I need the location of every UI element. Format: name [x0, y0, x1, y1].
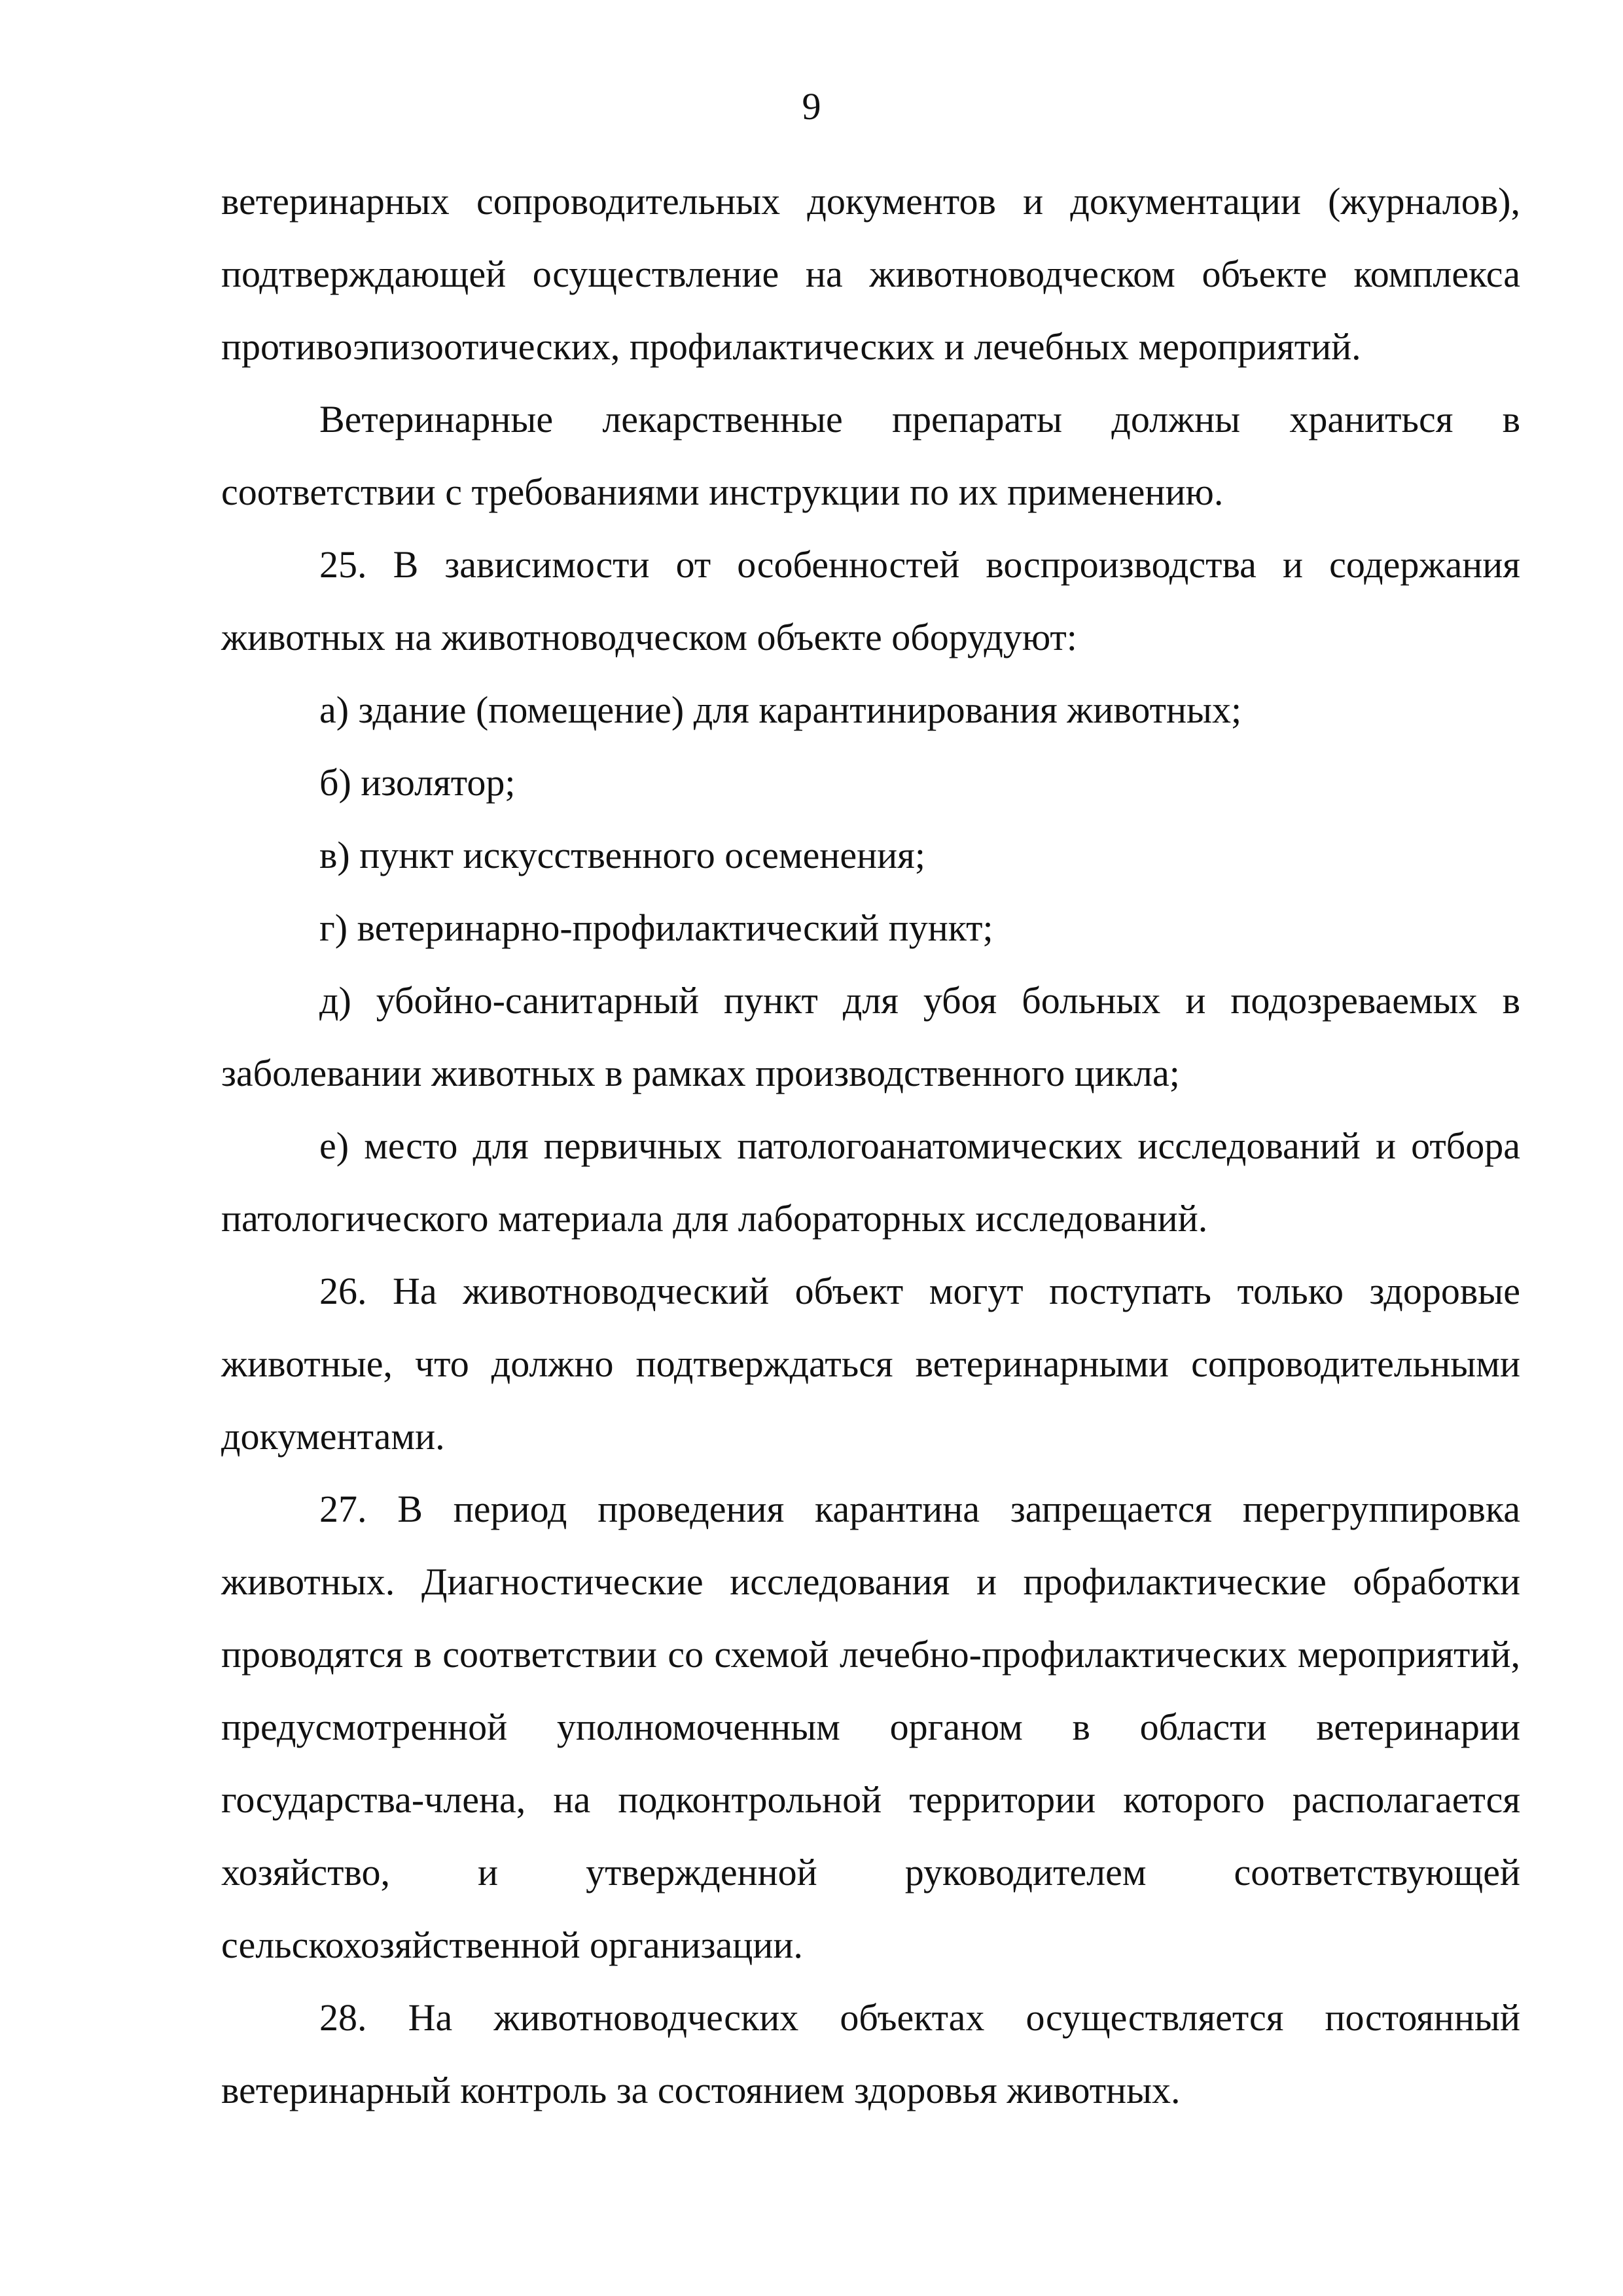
list-item-25b: б) изолятор; — [319, 761, 516, 804]
list-item-25e: д) убойно-санитарный пункт для убоя больных и подозреваемых в заболевании животных в рамках производственного цикла; — [221, 979, 1520, 1094]
page-number: 9 — [802, 85, 821, 128]
list-item-25d: г) ветеринарно-профилактический пункт; — [319, 906, 993, 949]
paragraph-item-27: 27. В период проведения карантина запрещается перегруппировка животных. Диагностические исследования и профилактические обработки проводятся в соответствии со схемой лечебно-профилактических мероприятий, предусмотренной уполномоченным органом в области ветеринарии государства-члена, на подконтрольной территории которого располагается хозяйство, и утвержденной руководителем соответствующей сельскохозяйственной организации. — [221, 1488, 1520, 1966]
list-item-25f: е) место для первичных патологоанатомических исследований и отбора патологического материала для лабораторных исследований. — [221, 1124, 1520, 1240]
paragraph-item-26: 26. На животноводческий объект могут поступать только здоровые животные, что должно подтверждаться ветеринарными сопроводительными документами. — [221, 1270, 1520, 1458]
paragraph-continuation: ветеринарных сопроводительных документов и документации (журналов), подтверждающей осуществление на животноводческом объекте комплекса противоэпизоотических, профилактических и лечебных мероприятий. — [221, 180, 1520, 368]
page-body — [221, 165, 1520, 2126]
paragraph-item-25: 25. В зависимости от особенностей воспроизводства и содержания животных на животноводческом объекте оборудуют: — [221, 543, 1520, 658]
list-item-25c: в) пункт искусственного осеменения; — [319, 834, 925, 876]
list-item-25a: а) здание (помещение) для карантинирования животных; — [319, 689, 1242, 731]
paragraph-drug-storage: Ветеринарные лекарственные препараты должны храниться в соответствии с требованиями инструкции по их применению. — [221, 398, 1520, 513]
paragraph-item-28: 28. На животноводческих объектах осуществляется постоянный ветеринарный контроль за состоянием здоровья животных. — [221, 1996, 1520, 2111]
